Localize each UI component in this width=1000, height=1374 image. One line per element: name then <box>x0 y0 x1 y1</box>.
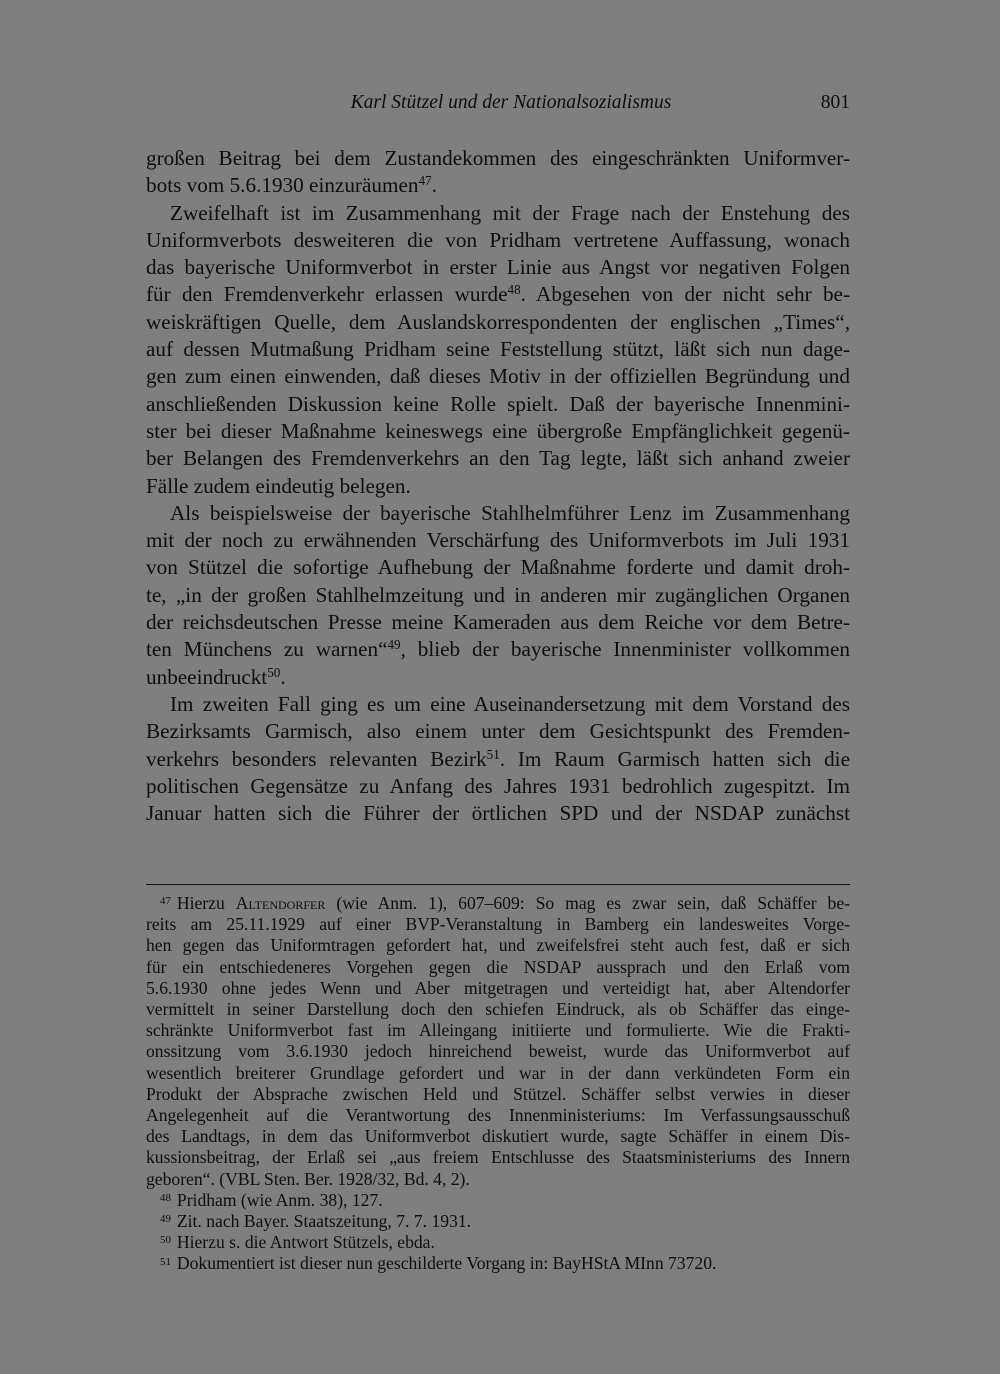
text-line: Im zweiten Fall ging es um eine Auseinandersetzung mit dem Vorstand des <box>170 691 850 716</box>
footnote-47 <box>146 893 850 1190</box>
running-head <box>146 92 850 118</box>
text-line: Januar hatten sich die Führer der örtlichen SPD und der NSDAP zunächst <box>146 801 850 826</box>
text-line: politischen Gegensätze zu Anfang des Jahres 1931 bedrohlich zugespitzt. Im <box>146 773 850 798</box>
text-segment: für den Fremdenverkehr erlassen wurde <box>146 282 508 307</box>
text-line: für ein entschiedeneres Vorgehen gegen die NSDAP aussprach und den Erlaß vom <box>146 956 850 977</box>
footnote-text: Hierzu s. die Antwort Stützels, ebda. <box>176 1232 435 1253</box>
footnote-ref[interactable]: 50 <box>267 664 281 680</box>
footnote-50 <box>146 1232 850 1253</box>
text-line: auf dessen Mutmaßung Pridham seine Feststellung stützt, läßt sich nun dage- <box>146 337 850 362</box>
text-segment: . Abgesehen von der nicht sehr be- <box>520 282 851 307</box>
text-segment: (wie Anm. 1), 607–609: So mag es zwar sein, daß Schäffer be- <box>325 893 850 913</box>
text-segment: bots vom 5.6.1930 einzuräumen <box>146 173 419 198</box>
text-line: Angelegenheit auf die Verantwortung des Innenministeriums: Im Verfassungsausschuß <box>146 1105 850 1126</box>
text-line: hen gegen das Uniformtragen gefordert hat, und zweifelsfrei steht auch fest, daß er sich <box>146 935 850 956</box>
footnote-text: Zit. nach Bayer. Staatszeitung, 7. 7. 1931. <box>176 1211 472 1232</box>
text-line: geboren“. (VBL Sten. Ber. 1928/32, Bd. 4, 2). <box>146 1168 470 1189</box>
text-line: das bayerische Uniformverbot in erster Linie aus Angst vor negativen Folgen <box>146 255 850 280</box>
footnote-number: 49 <box>160 1213 171 1226</box>
footnote-number: 51 <box>160 1255 171 1268</box>
text-segment: Hierzu <box>176 893 236 913</box>
text-line: Fälle zudem eindeutig belegen. <box>146 473 411 498</box>
text-line: onssitzung vom 3.6.1930 jedoch hinreichend beweist, wurde das Uniformverbot auf <box>146 1041 850 1062</box>
page-number: 801 <box>820 92 850 113</box>
text-line <box>146 893 850 914</box>
text-segment: verkehrs besonders relevanten Bezirk <box>146 746 487 771</box>
text-line: te, „in der großen Stahlhelmzeitung und in anderen mir zugänglichen Organen <box>146 582 850 607</box>
text-line: weiskräftigen Quelle, dem Auslandskorrespondenten der englischen „Times“, <box>146 309 850 334</box>
text-line: anschließenden Diskussion keine Rolle spielt. Daß der bayerische Innenmini- <box>146 391 850 416</box>
text-line: des Landtags, in dem das Uniformverbot diskutiert wurde, sagte Schäffer in einem Dis- <box>146 1126 850 1147</box>
paragraph-1 <box>146 145 850 200</box>
text-line <box>146 281 850 308</box>
footnotes <box>146 893 850 1275</box>
text-line: Produkt der Absprache zwischen Held und Stützel. Schäffer selbst verwies in dieser <box>146 1083 850 1104</box>
text-line: Bezirksamts Garmisch, also einem unter dem Gesichtspunkt des Fremden- <box>146 719 850 744</box>
text-line: 5.6.1930 ohne jedes Wenn und Aber mitgetragen und verteidigt hat, aber Altendorfer <box>146 977 850 998</box>
text-segment: unbeeindruckt <box>146 664 268 689</box>
footnote-48 <box>146 1190 850 1211</box>
running-title: Karl Stützel und der Nationalsozialismus <box>350 92 672 113</box>
text-line: der reichsdeutschen Presse meine Kameraden aus dem Reiche vor dem Betre- <box>146 610 850 635</box>
text-line: großen Beitrag bei dem Zustandekommen des eingeschränkten Uniformver- <box>146 146 850 170</box>
footnote-text: Pridham (wie Anm. 38), 127. <box>176 1189 383 1210</box>
text-segment: ten Münchens zu warnen“ <box>146 637 388 662</box>
footnote-number: 50 <box>160 1234 171 1247</box>
text-line: von Stützel die sofortige Aufhebung der Maßnahme forderte und damit droh- <box>146 555 850 580</box>
paragraph-2 <box>146 200 850 500</box>
text-segment: . <box>280 664 286 689</box>
text-segment: . Im Raum Garmisch hatten sich die <box>499 746 850 771</box>
text-line <box>146 746 850 773</box>
text-line: gen zum einen einwenden, daß dieses Motiv in der offiziellen Begründung und <box>146 364 850 389</box>
text-line: ber Belangen des Fremdenverkehrs an den Tag legte, läßt sich anhand zweier <box>146 446 850 471</box>
footnote-number: 48 <box>160 1191 171 1204</box>
text-line: ster bei dieser Maßnahme keineswegs eine übergroße Empfänglichkeit gegenü- <box>146 418 850 443</box>
text-line <box>146 172 850 199</box>
footnote-ref[interactable]: 48 <box>507 282 521 298</box>
text-line: Zweifelhaft ist im Zusammenhang mit der Frage nach der Enstehung des <box>170 200 850 225</box>
footnote-ref[interactable]: 47 <box>418 173 432 189</box>
text-segment: , blieb der bayerische Innenminister vollkommen <box>400 637 850 662</box>
footnote-49 <box>146 1211 850 1232</box>
text-line <box>146 636 850 663</box>
text-line <box>146 664 850 691</box>
text-line: reits am 25.11.1929 auf einer BVP-Veranstaltung in Bamberg ein landesweites Vorge- <box>146 914 850 935</box>
text-segment: . <box>431 173 437 198</box>
paragraph-4 <box>146 691 850 827</box>
text-line: Als beispielsweise der bayerische Stahlhelmführer Lenz im Zusammenhang <box>170 500 850 525</box>
text-line: Uniformverbots desweiteren die von Pridham vertretene Auffassung, wonach <box>146 227 850 252</box>
footnote-51 <box>146 1253 850 1274</box>
text-line: vermittelt in seiner Darstellung doch den schiefen Eindruck, als ob Schäffer das einge- <box>146 999 850 1020</box>
text-line: schränkte Uniformverbot fast im Alleingang initiierte und formulierte. Wie die Frakti- <box>146 1020 850 1041</box>
text-line: mit der noch zu erwähnenden Verschärfung des Uniformverbots im Juli 1931 <box>146 528 850 553</box>
footnote-number: 47 <box>160 895 171 908</box>
footnote-divider <box>146 884 850 885</box>
footnote-text: Dokumentiert ist dieser nun geschilderte Vorgang in: BayHStA MInn 73720. <box>176 1253 717 1274</box>
footnote-ref[interactable]: 51 <box>486 746 500 762</box>
text-line: wesentlich breiterer Grundlage gefordert und war in der dann verkündeten Form ein <box>146 1062 850 1083</box>
author-name: Altendorfer <box>235 893 326 913</box>
body-text <box>146 145 850 827</box>
footnote-ref[interactable]: 49 <box>387 637 401 653</box>
text-line: kussionsbeitrag, der Erlaß sei „aus freiem Entschlusse des Staatsministeriums des Innern <box>146 1147 850 1168</box>
paragraph-3 <box>146 500 850 691</box>
